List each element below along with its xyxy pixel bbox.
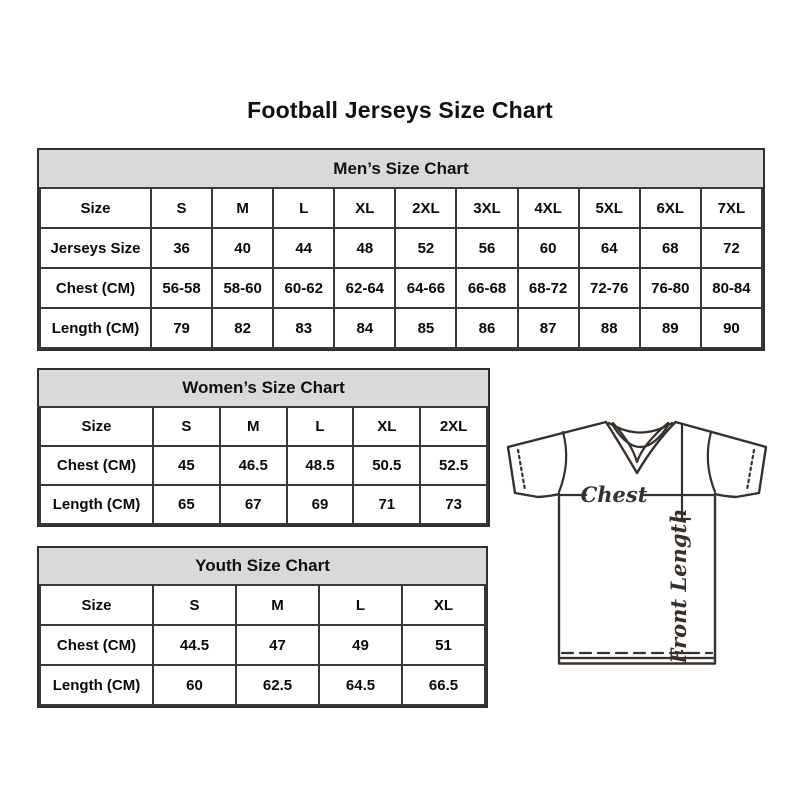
data-cell: 72-76: [579, 268, 640, 308]
table-row: [40, 446, 487, 485]
data-cell: 66-68: [456, 268, 517, 308]
data-cell: S: [153, 585, 236, 625]
data-cell: 51: [402, 625, 485, 665]
womens-table-grid: [39, 406, 488, 525]
data-cell: 68: [640, 228, 701, 268]
table-row: [40, 485, 487, 524]
row-label-cell: Length (CM): [40, 665, 153, 705]
data-cell: 90: [701, 308, 762, 348]
data-cell: 36: [151, 228, 212, 268]
data-cell: M: [236, 585, 319, 625]
data-cell: 40: [212, 228, 273, 268]
womens-table-title: Women’s Size Chart: [39, 370, 488, 406]
data-cell: 56-58: [151, 268, 212, 308]
page-title: Football Jerseys Size Chart: [247, 97, 553, 123]
data-cell: XL: [353, 407, 420, 446]
data-cell: XL: [402, 585, 485, 625]
row-label-cell: Chest (CM): [40, 625, 153, 665]
data-cell: 71: [353, 485, 420, 524]
mens-table-grid: [39, 187, 763, 349]
data-cell: 66.5: [402, 665, 485, 705]
data-cell: 88: [579, 308, 640, 348]
data-cell: 60: [518, 228, 579, 268]
womens-size-table: [37, 368, 490, 527]
data-cell: 79: [151, 308, 212, 348]
jersey-measurement-diagram: [502, 412, 770, 667]
jersey-diagram-svg: [502, 412, 770, 667]
data-cell: 50.5: [353, 446, 420, 485]
data-cell: S: [153, 407, 220, 446]
data-cell: 85: [395, 308, 456, 348]
row-label-cell: Chest (CM): [40, 268, 151, 308]
data-cell: 56: [456, 228, 517, 268]
data-cell: 44: [273, 228, 334, 268]
jersey-outline: [508, 422, 766, 664]
data-cell: M: [212, 188, 273, 228]
data-cell: 62-64: [334, 268, 395, 308]
data-cell: 6XL: [640, 188, 701, 228]
table-row: [40, 625, 485, 665]
data-cell: 65: [153, 485, 220, 524]
data-cell: 2XL: [395, 188, 456, 228]
row-label-cell: Size: [40, 585, 153, 625]
data-cell: 60: [153, 665, 236, 705]
data-cell: 84: [334, 308, 395, 348]
data-cell: 64-66: [395, 268, 456, 308]
data-cell: 2XL: [420, 407, 487, 446]
table-row: [40, 268, 762, 308]
data-cell: 52.5: [420, 446, 487, 485]
data-cell: 73: [420, 485, 487, 524]
data-cell: S: [151, 188, 212, 228]
data-cell: L: [273, 188, 334, 228]
row-label-cell: Jerseys Size: [40, 228, 151, 268]
data-cell: 67: [220, 485, 287, 524]
data-cell: 4XL: [518, 188, 579, 228]
data-cell: 72: [701, 228, 762, 268]
data-cell: 89: [640, 308, 701, 348]
data-cell: 62.5: [236, 665, 319, 705]
data-cell: 52: [395, 228, 456, 268]
data-cell: 45: [153, 446, 220, 485]
data-cell: 60-62: [273, 268, 334, 308]
front-length-label: Front Length: [666, 508, 691, 664]
mens-table-title: Men’s Size Chart: [39, 150, 763, 187]
data-cell: 48: [334, 228, 395, 268]
row-label-cell: Size: [40, 407, 153, 446]
data-cell: 49: [319, 625, 402, 665]
data-cell: 68-72: [518, 268, 579, 308]
chest-label: Chest: [580, 482, 648, 507]
data-cell: 58-60: [212, 268, 273, 308]
table-row: [40, 585, 485, 625]
data-cell: 82: [212, 308, 273, 348]
data-cell: 80-84: [701, 268, 762, 308]
data-cell: 64.5: [319, 665, 402, 705]
data-cell: 86: [456, 308, 517, 348]
mens-size-table: [37, 148, 765, 351]
data-cell: 76-80: [640, 268, 701, 308]
data-cell: XL: [334, 188, 395, 228]
data-cell: 69: [287, 485, 354, 524]
table-row: [40, 407, 487, 446]
data-cell: 87: [518, 308, 579, 348]
row-label-cell: Length (CM): [40, 308, 151, 348]
table-row: [40, 308, 762, 348]
row-label-cell: Length (CM): [40, 485, 153, 524]
data-cell: 44.5: [153, 625, 236, 665]
data-cell: 7XL: [701, 188, 762, 228]
data-cell: 64: [579, 228, 640, 268]
row-label-cell: Size: [40, 188, 151, 228]
data-cell: 47: [236, 625, 319, 665]
data-cell: 46.5: [220, 446, 287, 485]
youth-size-table: [37, 546, 488, 708]
table-row: [40, 228, 762, 268]
data-cell: M: [220, 407, 287, 446]
data-cell: 5XL: [579, 188, 640, 228]
data-cell: 3XL: [456, 188, 517, 228]
data-cell: 83: [273, 308, 334, 348]
data-cell: L: [319, 585, 402, 625]
youth-table-grid: [39, 584, 486, 706]
data-cell: L: [287, 407, 354, 446]
data-cell: 48.5: [287, 446, 354, 485]
row-label-cell: Chest (CM): [40, 446, 153, 485]
table-row: [40, 188, 762, 228]
youth-table-title: Youth Size Chart: [39, 548, 486, 584]
table-row: [40, 665, 485, 705]
